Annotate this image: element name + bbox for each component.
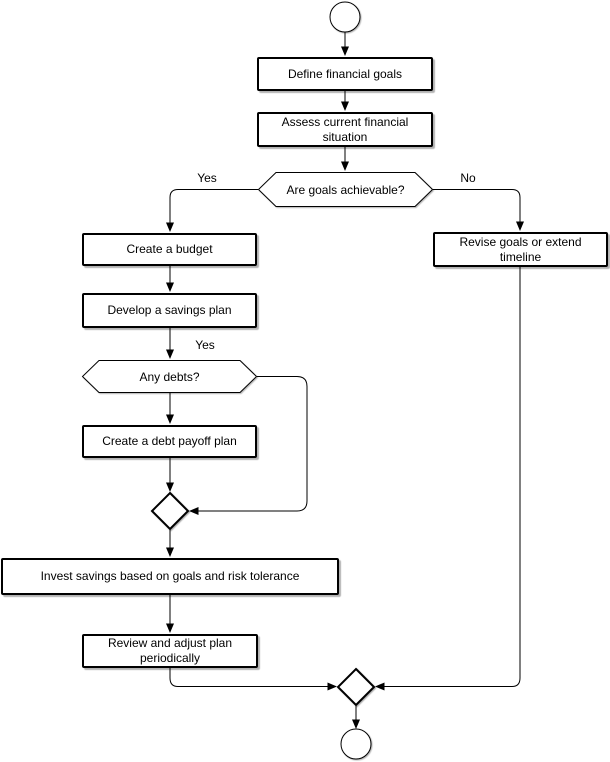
merge-diamond-1 — [152, 493, 188, 529]
node-invest-savings — [1, 558, 339, 595]
node-revise-goals-label: Revise goals or extend timeline — [459, 234, 582, 264]
node-review-plan — [82, 634, 258, 668]
node-any-debts-label: Any debts? — [139, 369, 200, 384]
end-node — [341, 729, 371, 759]
node-savings-plan-label: Develop a savings plan — [107, 303, 232, 318]
node-any-debts — [82, 360, 257, 393]
node-create-budget-label: Create a budget — [126, 242, 213, 257]
node-goals-achievable — [258, 172, 433, 207]
node-assess-situation — [257, 112, 433, 147]
edge-review-to-merge-2 — [170, 668, 336, 687]
node-debt-payoff-label: Create a debt payoff plan — [102, 434, 237, 449]
edge-revise-goals-to-merge-2 — [376, 267, 520, 687]
merge-diamond-2 — [338, 669, 374, 705]
edge-label-goals-no: No — [454, 171, 482, 185]
edge-label-goals-yes: Yes — [193, 171, 221, 185]
start-node — [330, 2, 360, 32]
node-create-budget — [82, 233, 257, 266]
node-revise-goals — [433, 232, 608, 267]
edge-goals-achievable-no-to-revise-goals — [433, 190, 520, 231]
node-assess-situation-label: Assess current financial situation — [281, 114, 409, 144]
node-debt-payoff — [82, 425, 257, 458]
node-define-goals — [257, 57, 433, 91]
node-define-goals-label: Define financial goals — [287, 66, 403, 81]
node-savings-plan — [82, 293, 257, 328]
node-invest-savings-label: Invest savings based on goals and risk tolerance — [40, 569, 300, 584]
edge-goals-achievable-yes-to-create-budget — [170, 190, 258, 232]
edge-label-debts-yes: Yes — [191, 338, 219, 352]
node-review-plan-label: Review and adjust plan periodically — [107, 636, 233, 665]
node-goals-achievable-label: Are goals achievable? — [286, 182, 405, 197]
